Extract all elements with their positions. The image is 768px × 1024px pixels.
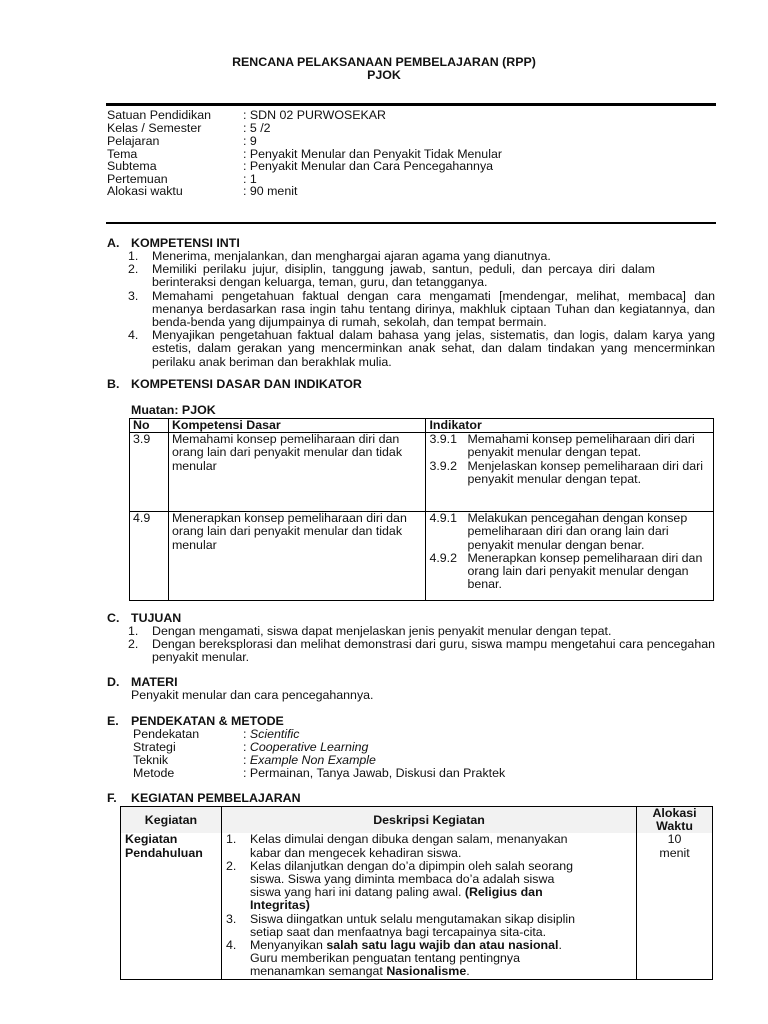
alokasi-line: menit — [659, 845, 690, 860]
section-b-heading — [107, 378, 362, 391]
item-number: 3. — [128, 288, 139, 303]
indicator-text: Melakukan pencegahan dengan konsep pemeliharaan diri dan orang lain dari penyakit menular dengan benar. — [467, 511, 688, 552]
item-text: Menerima, menjalankan, dan menghargai ajaran agama yang dianutnya. — [152, 249, 551, 263]
kompetensi-inti-list — [128, 250, 715, 369]
item-text: Memiliki perilaku jujur, disiplin, tanggung jawab, santun, peduli, dan percaya diri dalam berinteraksi dengan keluarga, teman, guru, dan tetangganya. — [152, 262, 655, 290]
step-number: 1. — [225, 832, 237, 847]
list-item — [128, 263, 715, 289]
section-f-heading — [107, 792, 301, 805]
column-header — [637, 807, 713, 834]
info-value: : Penyakit Menular dan Cara Pencegahannya — [243, 159, 494, 173]
step-number: 3. — [225, 911, 237, 926]
step-text: Menyanyikan — [249, 938, 327, 953]
method-label: Teknik — [133, 753, 169, 767]
item-number: 4. — [128, 328, 139, 343]
kd-number: 4.9 — [130, 512, 169, 601]
step-text: Kelas dimulai dengan dibuka dengan salam, menanyakan kabar dan mengecek kehadiran siswa. — [249, 832, 568, 860]
item-text: Dengan mengamati, siswa dapat menjelaskan jenis penyakit menular dengan tepat. — [152, 624, 612, 638]
table-row — [130, 433, 714, 512]
info-row — [107, 122, 667, 135]
item-number: 2. — [128, 637, 139, 652]
step-emphasis: (Religius dan Integritas) — [249, 885, 543, 913]
section-title: TUJUAN — [131, 611, 182, 625]
materi-text: Penyakit menular dan cara pencegahannya. — [131, 688, 374, 702]
section-letter: F. — [107, 791, 117, 805]
info-value: : 9 — [243, 134, 257, 148]
section-title: KOMPETENSI DASAR DAN INDIKATOR — [131, 377, 362, 391]
table-row — [121, 833, 713, 979]
item-number: 1. — [128, 249, 139, 263]
list-item — [128, 329, 715, 369]
indicator-number: 4.9.1 — [429, 511, 458, 526]
info-value: : SDN 02 PURWOSEKAR — [243, 108, 386, 122]
info-label: Kelas / Semester — [107, 121, 202, 135]
step-item — [226, 939, 576, 979]
step-emphasis: salah satu lagu wajib dan atau nasional — [326, 938, 559, 953]
method-label: Strategi — [133, 740, 176, 754]
item-text: Menyajikan pengetahuan faktual dalam bahasa yang jelas, sistematis, dan logis, dalam karya yang estetis, dalam gerakan yang mencerminkan anak sehat, dan dalam tindakan yang mencerminkan perilaku anak beriman dan berakhlak mulia. — [152, 328, 715, 369]
tujuan-list — [128, 625, 715, 665]
alokasi-line: 10 — [667, 832, 682, 847]
table-header-row — [121, 807, 713, 834]
section-title: PENDEKATAN & METODE — [131, 714, 284, 728]
separator: : — [243, 740, 250, 754]
item-number: 2. — [128, 262, 139, 277]
separator: : — [243, 753, 250, 767]
indicator-number: 3.9.1 — [429, 432, 458, 447]
section-letter: C. — [107, 611, 120, 625]
kd-number: 3.9 — [130, 433, 169, 512]
section-title: MATERI — [131, 675, 178, 689]
step-item — [226, 833, 576, 859]
indicator-item — [429, 552, 710, 592]
indicator-item — [429, 512, 710, 552]
document-title: RENCANA PELAKSANAAN PEMBELAJARAN (RPP) — [232, 55, 536, 69]
section-letter: B. — [107, 377, 120, 391]
header-line: Waktu — [656, 819, 693, 834]
indicator-cell — [426, 512, 714, 601]
table-row — [130, 512, 714, 601]
column-header: Kegiatan — [121, 807, 222, 834]
kegiatan-line: Kegiatan — [125, 832, 178, 847]
alokasi-cell — [637, 833, 713, 979]
list-item — [128, 638, 715, 664]
value-text: Example Non Example — [249, 753, 376, 767]
step-item — [226, 860, 576, 913]
table-header-row — [130, 419, 714, 433]
section-title: KEGIATAN PEMBELAJARAN — [131, 791, 301, 805]
item-number: 1. — [128, 624, 139, 638]
method-label: Pendekatan — [133, 727, 200, 741]
step-emphasis: Nasionalisme — [386, 964, 467, 979]
indicator-cell — [426, 433, 714, 512]
info-label: Tema — [107, 147, 138, 161]
info-value: : Penyakit Menular dan Penyakit Tidak Menular — [243, 147, 502, 161]
header-line: Alokasi — [652, 806, 697, 820]
item-text: Memahami pengetahuan faktual dengan cara mengamati [mendengar, melihat, membaca] dan menanya berdasarkan rasa ingin tahu tentang dirinya, makhluk ciptaan Tuhan dan kegiatannya, dan benda-benda yang dijumpainya di rumah, sekolah, dan tempat bermain. — [152, 288, 715, 330]
info-label: Subtema — [107, 159, 157, 173]
separator: : — [243, 766, 250, 780]
step-text: . Guru memberikan penguatan tentang pentingnya menanamkan semangat — [249, 938, 562, 979]
value-text: Scientific — [249, 727, 300, 741]
indicator-text: Memahami konsep pemeliharaan diri dari penyakit menular dengan tepat. — [467, 432, 695, 460]
indicator-text: Menjelaskan konsep pemeliharaan diri dari penyakit menular dengan tepat. — [467, 458, 704, 486]
item-text: Dengan bereksplorasi dan melihat demonstrasi dari guru, siswa mampu mengetahui cara pencegahan penyakit menular. — [152, 637, 715, 665]
indicator-number: 3.9.2 — [429, 458, 458, 473]
info-label: Pertemuan — [107, 172, 168, 186]
section-letter: E. — [107, 714, 119, 728]
kd-text: Menerapkan konsep pemeliharaan diri dan orang lain dari penyakit menular dan tidak menular — [168, 512, 426, 601]
kd-indikator-table — [129, 418, 714, 601]
top-rule — [106, 103, 716, 106]
method-value — [243, 767, 505, 780]
info-label: Alokasi waktu — [107, 184, 183, 198]
step-item — [226, 913, 576, 939]
indicator-item — [429, 433, 710, 459]
indicator-text: Menerapkan konsep pemeliharaan diri dan orang lain dari penyakit menular dengan benar. — [467, 550, 703, 592]
step-number: 2. — [225, 858, 237, 873]
indicator-item — [429, 460, 710, 486]
separator: : — [243, 727, 250, 741]
info-label: Pelajaran — [107, 134, 160, 148]
value-text: Cooperative Learning — [249, 740, 369, 754]
kd-text: Memahami konsep pemeliharaan diri dan orang lain dari penyakit menular dan tidak menular — [168, 433, 426, 512]
column-header: Indikator — [426, 419, 714, 433]
column-header: Kompetensi Dasar — [168, 419, 426, 433]
bottom-rule — [106, 222, 716, 224]
info-value: : 90 menit — [243, 184, 298, 198]
info-label: Satuan Pendidikan — [107, 108, 212, 122]
column-header: No — [130, 419, 169, 433]
section-title: KOMPETENSI INTI — [131, 236, 240, 250]
indicator-number: 4.9.2 — [429, 550, 458, 565]
step-text: . — [466, 964, 470, 979]
step-text: Kelas dilanjutkan dengan do’a dipimpin oleh salah seorang siswa. Siswa yang diminta membaca do’a adalah siswa siswa yang hari ini datang paling awal. — [249, 858, 574, 900]
deskripsi-cell — [221, 833, 636, 979]
step-number: 4. — [225, 938, 237, 953]
kegiatan-line: Pendahuluan — [125, 845, 203, 860]
document-subtitle: PJOK — [367, 68, 401, 82]
info-row — [107, 185, 667, 198]
section-letter: D. — [107, 675, 120, 689]
section-letter: A. — [107, 236, 120, 250]
kegiatan-name — [121, 833, 222, 979]
kegiatan-table — [120, 806, 713, 980]
muatan-label: Muatan: PJOK — [131, 403, 216, 417]
value-text: Permainan, Tanya Jawab, Diskusi dan Praktek — [249, 766, 506, 780]
info-value: : 5 /2 — [243, 121, 271, 135]
step-text: Siswa diingatkan untuk selalu mengutamakan sikap disiplin setiap saat dan menfaatnya bagi tercapainya sita-cita. — [249, 911, 576, 939]
info-row — [107, 160, 667, 173]
method-label: Metode — [133, 766, 175, 780]
list-item — [128, 290, 715, 330]
info-value: : 1 — [243, 172, 257, 186]
column-header: Deskripsi Kegiatan — [221, 807, 636, 834]
